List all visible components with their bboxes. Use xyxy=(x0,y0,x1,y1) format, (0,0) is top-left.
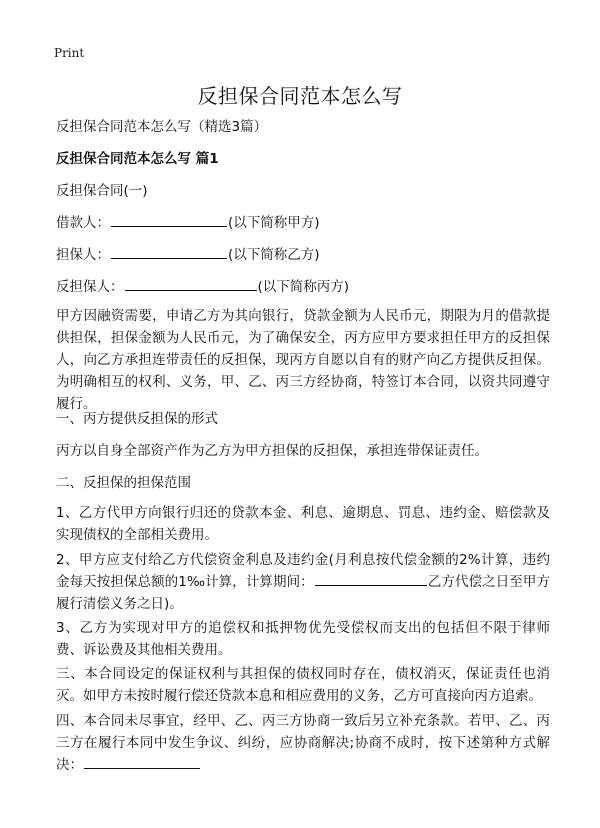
section3-paragraph: 三、本合同设定的保证权利与其担保的债权同时存在，债权消灭，保证责任也消灭。如甲方未按时履行偿还贷款本息和相应费用的义务，乙方可直接向丙方追索。 xyxy=(56,666,550,704)
clause-2 xyxy=(56,549,550,615)
borrower-label: 借款人： xyxy=(56,215,110,231)
borrower-suffix: (以下简称甲方) xyxy=(228,215,320,231)
section4-text: 四、本合同未尽事宜，经甲、乙、丙三方协商一致后另立补充条款。若甲、乙、丙三方在履行本同中发生争议、纠纷，应协商解决;协商不成时，按下述第种方式解决： xyxy=(56,713,550,773)
document-title: 反担保合同范本怎么写 xyxy=(197,84,403,108)
borrower-blank xyxy=(111,212,227,227)
section2-heading: 二、反担保的担保范围 xyxy=(56,475,191,491)
guarantor-line xyxy=(56,244,550,266)
intro-paragraph: 甲方因融资需要，申请乙方为其向银行，贷款金额为人民币元，期限为月的借款提供担保，担保金额为人民币元，为了确保安全，丙方应甲方要求担任甲方的反担保人，向乙方承担连带责任的反担保，现丙方自愿以自有的财产向乙方提供反担保。为明确相互的权利、义务，甲、乙、丙三方经协商，特签订本合同，以资共同遵守履行。 xyxy=(56,308,550,412)
calculation-period-blank xyxy=(315,571,427,586)
counter-guarantor-suffix: (以下简称丙方) xyxy=(257,279,350,295)
contract-label: 反担保合同(一) xyxy=(56,183,148,199)
document-subtitle: 反担保合同范本怎么写（精选3篇） xyxy=(56,119,268,135)
dispute-method-blank xyxy=(84,754,200,769)
counter-guarantor-line xyxy=(56,276,550,298)
section1-body: 丙方以自身全部资产作为乙方为甲方担保的反担保，承担连带保证责任。 xyxy=(56,443,488,459)
counter-guarantor-blank xyxy=(125,276,257,291)
borrower-line xyxy=(56,212,550,234)
section4-paragraph xyxy=(56,710,550,776)
clause-3: 3、乙方为实现对甲方的追偿权和抵押物优先受偿权而支出的包括但不限于律师费、诉讼费及其他相关费用。 xyxy=(56,620,550,658)
guarantor-label: 担保人： xyxy=(56,247,110,263)
counter-guarantor-label: 反担保人： xyxy=(56,279,124,295)
clause-1: 1、乙方代甲方向银行归还的贷款本金、利息、逾期息、罚息、违约金、赔偿款及实现债权的全部相关费用。 xyxy=(56,505,550,543)
section1-heading: 一、丙方提供反担保的形式 xyxy=(56,411,218,427)
clause-2-text-b: 乙方代偿之日至甲方履行清偿义务之日)。 xyxy=(56,574,551,612)
clause-2-text-a: 2、甲方应支付给乙方代偿资金利息及违约金(月利息按代偿金额的2%计算，违约金每天按担保总额的1‰计算，计算期间： xyxy=(56,552,550,590)
section-heading: 反担保合同范本怎么写 篇1 xyxy=(56,151,219,167)
guarantor-blank xyxy=(111,244,227,259)
print-label: Print xyxy=(54,46,85,60)
guarantor-suffix: (以下简称乙方) xyxy=(228,247,320,263)
